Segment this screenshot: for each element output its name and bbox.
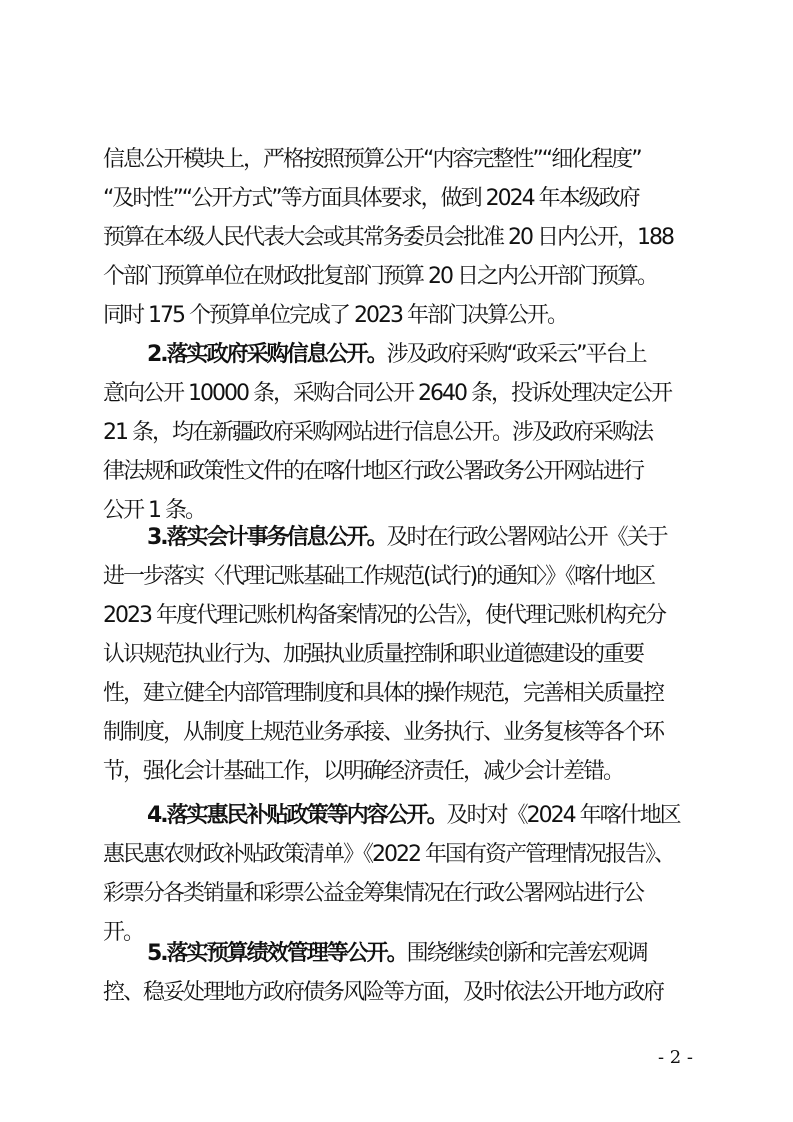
text-line: 2023 年度代理记账机构备案情况的公告》，使代理记账机构充分	[103, 603, 665, 628]
text-line: 预算在本级人民代表大会或其常务委员会批准 20 日内公开，188	[103, 225, 673, 250]
text-line: 惠民惠农财政补贴政策清单》《2022 年国有资产管理情况报告》、	[103, 842, 674, 867]
text-line: 认识规范执业行为、加强执业质量控制和职业道德建设的重要	[103, 642, 644, 667]
text-run: 围绕继续创新和完善宏观调	[406, 941, 647, 966]
page-number: - 2 -	[657, 1047, 693, 1068]
text-line: 律法规和政策性文件的在喀什地区行政公署政务公开网站进行	[103, 459, 644, 484]
section-heading: 3.落实会计事务信息公开。	[147, 525, 387, 550]
text-line: 公开 1 条。	[103, 498, 205, 523]
text-line: 21 条，均在新疆政府采购网站进行信息公开。涉及政府采购法	[103, 420, 652, 445]
paragraph-first-line	[0, 518, 793, 558]
text-run: 及时在行政公署网站公开《关于	[386, 525, 667, 550]
text-line: 彩票分各类销量和彩票公益金筹集情况在行政公署网站进行公	[103, 881, 644, 906]
text-line: 性，建立健全内部管理制度和具体的操作规范，完善相关质量控	[103, 681, 664, 706]
text-line: 同时 175 个预算单位完成了 2023 年部门决算公开。	[103, 303, 567, 328]
text-line: 个部门预算单位在财政批复部门预算 20 日之内公开部门预算。	[103, 264, 657, 289]
text-run: 涉及政府采购“政采云”平台上	[386, 342, 646, 367]
text-line: “及时性”“公开方式”等方面具体要求，做到 2024 年本级政府	[103, 186, 639, 211]
text-run: 及时对《2024 年喀什地区	[446, 803, 680, 828]
text-line: 进一步落实〈代理记账基础工作规范(试行)的通知〉》《喀什地区	[103, 564, 655, 589]
paragraph-first-line	[0, 335, 793, 375]
text-line: 意向公开 10000 条，采购合同公开 2640 条，投诉处理决定公开	[103, 381, 671, 406]
text-line: 开。	[103, 920, 144, 945]
text-line: 制制度，从制度上规范业务承接、业务执行、业务复核等各个环	[103, 720, 664, 745]
paragraph-first-line	[0, 796, 793, 836]
text-line: 节，强化会计基础工作，以明确经济责任，减少会计差错。	[103, 759, 624, 784]
text-line: 控、稳妥处理地方政府债务风险等方面，及时依法公开地方政府	[103, 980, 664, 1005]
paragraph-first-line	[0, 934, 793, 974]
section-heading: 2.落实政府采购信息公开。	[147, 342, 387, 367]
text-line: 信息公开模块上，严格按照预算公开“内容完整性”“细化程度”	[103, 147, 641, 172]
section-heading: 4.落实惠民补贴政策等内容公开。	[147, 803, 447, 828]
section-heading: 5.落实预算绩效管理等公开。	[147, 941, 407, 966]
